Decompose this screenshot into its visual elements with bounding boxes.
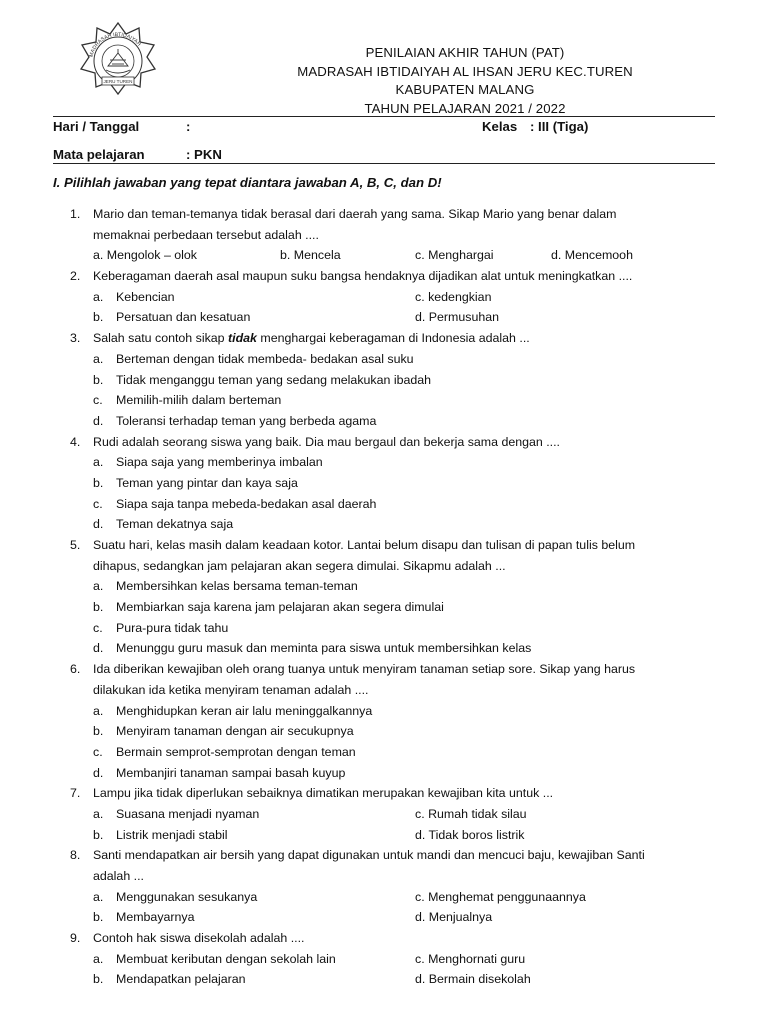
option-letter: a. <box>93 289 104 304</box>
option-b: Menyiram tanaman dengan air secukupnya <box>116 724 354 739</box>
question-text: Contoh hak siswa disekolah adalah .... <box>93 931 305 946</box>
option-c: c. Menghemat penggunaannya <box>415 889 586 904</box>
subject-label: Mata pelajaran <box>53 147 145 162</box>
question-number: 2. <box>70 269 81 284</box>
question-7 <box>0 783 768 845</box>
question-number: 4. <box>70 434 81 449</box>
class-value: : III (Tiga) <box>530 119 589 134</box>
option-letter: a. <box>93 579 104 594</box>
option-d: d. Bermain disekolah <box>415 972 531 987</box>
question-text: Rudi adalah seorang siswa yang baik. Dia mau bergaul dan bekerja sama dengan .... <box>93 434 561 449</box>
question-number: 6. <box>70 662 81 677</box>
logo-ring-text: MADRASAH IBTIDAIYAH <box>88 31 142 58</box>
option-letter: a. <box>93 703 104 718</box>
question-number: 8. <box>70 848 81 863</box>
option-b: Membiarkan saja karena jam pelajaran akan segera dimulai <box>116 600 444 615</box>
question-text: Ida diberikan kewajiban oleh orang tuanya untuk menyiram tanaman setiap sore. Sikap yang harus <box>93 662 636 677</box>
option-b: Mendapatkan pelajaran <box>116 972 246 987</box>
question-text: Santi mendapatkan air bersih yang dapat digunakan untuk mandi dan mencuci baju, kewajiban Santi <box>93 848 645 863</box>
option-c: Bermain semprot-semprotan dengan teman <box>116 744 356 759</box>
question-number: 5. <box>70 538 81 552</box>
option-c: Pura-pura tidak tahu <box>116 620 229 635</box>
option-d: Teman dekatnya saja <box>116 517 234 532</box>
option-d: d. Tidak boros listrik <box>415 827 525 842</box>
option-letter: b. <box>93 724 104 739</box>
exam-header <box>0 44 768 118</box>
option-letter: b. <box>93 310 104 325</box>
option-d: d. Menjualnya <box>415 910 493 925</box>
question-text: Keberagaman daerah asal maupun suku bangsa hendaknya dijadikan alat untuk meningkatkan .... <box>93 269 633 284</box>
header-year: TAHUN PELAJARAN 2021 / 2022 <box>364 100 566 116</box>
option-b: Teman yang pintar dan kaya saja <box>116 475 298 490</box>
option-letter: a. <box>93 889 104 904</box>
option-a: a. Mengolok – olok <box>93 248 198 263</box>
class-label: Kelas <box>482 119 518 134</box>
info-divider <box>53 163 715 164</box>
option-letter: d. <box>93 765 104 780</box>
option-letter: b. <box>93 600 104 615</box>
option-a: Membuat keributan dengan sekolah lain <box>116 951 336 966</box>
question-2 <box>0 266 768 328</box>
option-b: Tidak menganggu teman yang sedang melakukan ibadah <box>116 372 432 387</box>
option-d: Membanjiri tanaman sampai basah kuyup <box>116 765 346 780</box>
option-letter: a. <box>93 351 104 366</box>
option-a: Berteman dengan tidak membeda- bedakan asal suku <box>116 351 414 366</box>
option-c: c. Rumah tidak silau <box>415 806 527 821</box>
option-letter: d. <box>93 517 104 532</box>
subject-value: : PKN <box>186 147 222 162</box>
header-school: MADRASAH IBTIDAIYAH AL IHSAN JERU KEC.TUREN <box>297 63 633 79</box>
question-text: dilakukan ida ketika menyiram tenaman adalah .... <box>93 682 369 697</box>
option-b: b. Mencela <box>280 248 341 263</box>
question-number: 3. <box>70 331 81 346</box>
option-letter: b. <box>93 910 104 925</box>
option-letter: a. <box>93 951 104 966</box>
option-a: Menggunakan sesukanya <box>116 889 258 904</box>
option-b: Membayarnya <box>116 910 195 925</box>
option-letter: c. <box>93 620 103 635</box>
option-letter: b. <box>93 475 104 490</box>
header-title: PENILAIAN AKHIR TAHUN (PAT) <box>365 45 565 60</box>
option-c: c. kedengkian <box>415 289 492 304</box>
option-c: c. Menghargai <box>415 248 494 263</box>
option-a: Kebencian <box>116 289 175 304</box>
option-a: Siapa saja yang memberinya imbalan <box>116 455 323 470</box>
emphasis-word: tidak <box>228 331 257 346</box>
option-letter: c. <box>93 393 103 408</box>
option-letter: c. <box>93 496 103 511</box>
instruction: I. Pilihlah jawaban yang tepat diantara jawaban A, B, C, dan D! <box>53 175 442 190</box>
option-c: Memilih-milih dalam berteman <box>116 393 282 408</box>
question-1 <box>0 204 768 266</box>
option-letter: a. <box>93 455 104 470</box>
header-divider <box>53 116 715 117</box>
option-a: Suasana menjadi nyaman <box>116 806 260 821</box>
option-c: Siapa saja tanpa mebeda-bedakan asal daerah <box>116 496 377 511</box>
question-list <box>0 204 768 990</box>
day-label: Hari / Tanggal <box>53 119 140 134</box>
header-district: KABUPATEN MALANG <box>395 82 535 97</box>
option-d: Toleransi terhadap teman yang berbeda agama <box>116 413 377 428</box>
question-5 <box>0 535 768 659</box>
logo-bottom-text: JERU TUREN <box>103 79 133 84</box>
option-a: Membersihkan kelas bersama teman-teman <box>116 579 358 594</box>
question-3 <box>0 328 768 431</box>
question-text: adalah ... <box>93 869 144 883</box>
question-number: 7. <box>70 786 81 801</box>
option-b: Persatuan dan kesatuan <box>116 310 251 325</box>
option-letter: d. <box>93 641 104 656</box>
question-text: Lampu jika tidak diperlukan sebaiknya dimatikan merupakan kewajiban kita untuk ... <box>93 786 554 801</box>
option-d: d. Mencemooh <box>551 248 633 263</box>
question-number: 1. <box>70 207 81 221</box>
option-c: c. Menghornati guru <box>415 951 526 966</box>
question-text: Suatu hari, kelas masih dalam keadaan kotor. Lantai belum disapu dan tulisan di papan tulis belum <box>93 538 636 552</box>
option-d: Menunggu guru masuk dan meminta para siswa untuk membersihkan kelas <box>116 641 532 656</box>
day-separator: : <box>186 119 191 134</box>
option-letter: d. <box>93 413 104 428</box>
question-text: memaknai perbedaan tersebut adalah .... <box>93 227 319 242</box>
question-number: 9. <box>70 931 81 946</box>
option-letter: b. <box>93 972 104 987</box>
option-letter: b. <box>93 827 104 842</box>
question-text: Salah satu contoh sikap tidak menghargai keberagaman di Indonesia adalah ... <box>93 331 530 346</box>
question-9 <box>0 928 768 990</box>
question-4 <box>0 432 768 535</box>
option-letter: b. <box>93 372 104 387</box>
option-d: d. Permusuhan <box>415 310 500 325</box>
question-text: dihapus, sedangkan jam pelajaran akan segera dimulai. Sikapmu adalah ... <box>93 558 506 573</box>
question-text: Mario dan teman-temanya tidak berasal dari daerah yang sama. Sikap Mario yang benar dalam <box>93 207 617 221</box>
option-a: Menghidupkan keran air lalu meninggalkannya <box>116 703 373 718</box>
question-6 <box>0 659 768 783</box>
option-letter: a. <box>93 806 104 821</box>
option-letter: c. <box>93 744 103 759</box>
question-8 <box>0 845 768 928</box>
option-b: Listrik menjadi stabil <box>116 827 228 842</box>
